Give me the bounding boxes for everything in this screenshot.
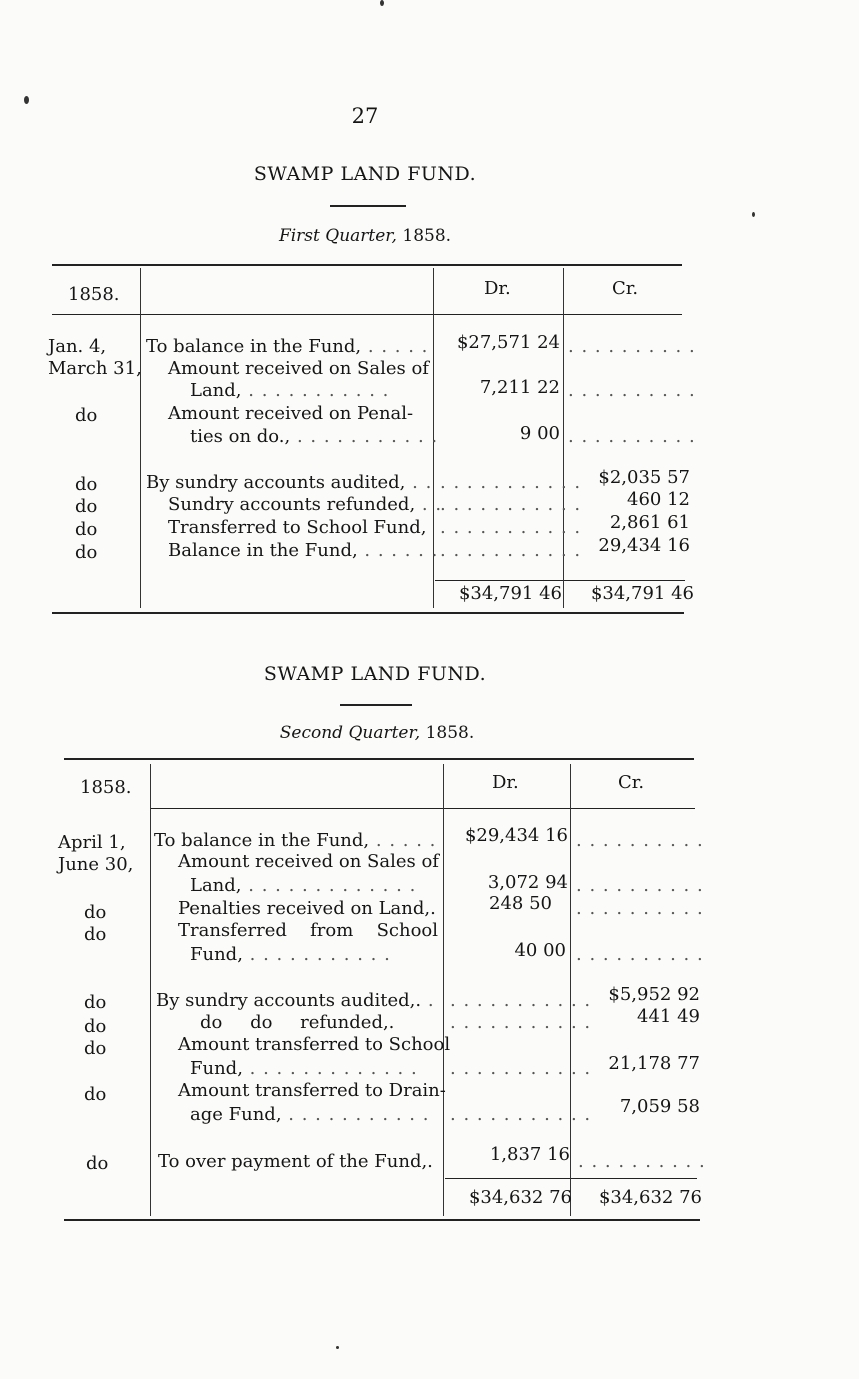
- credit-amount: 7,059 58: [619, 1096, 700, 1117]
- credit-amount: 2,861 61: [609, 512, 690, 533]
- ledger-title: SWAMP LAND FUND.: [263, 663, 487, 685]
- debit-filler: . . . . . . . . . . .: [440, 517, 582, 538]
- entry-description: Transferred to School Fund,: [168, 517, 427, 538]
- entry-description: Balance in the Fund, . . . . . .: [168, 540, 439, 561]
- credit-amount: 441 49: [637, 1006, 700, 1027]
- credit-filler: . . . . . . . . . .: [576, 875, 704, 896]
- title-rule: [340, 704, 412, 706]
- ink-speck: [752, 212, 755, 217]
- entry-date: do: [84, 1016, 107, 1037]
- credit-amount: 460 12: [627, 489, 690, 510]
- debit-amount: 248 50: [489, 893, 552, 914]
- entry-description: Land, . . . . . . . . . . . . .: [190, 875, 417, 896]
- debit-filler: . . . . . . . . . . .: [440, 472, 582, 493]
- entry-description: Transferred from School: [178, 920, 438, 941]
- entry-description: To balance in the Fund, . . . . .: [146, 336, 429, 357]
- entry-description: By sundry accounts audited, . .: [146, 472, 433, 493]
- subtitle-quarter: First Quarter,: [278, 226, 397, 246]
- credit-amount: 29,434 16: [598, 535, 690, 556]
- debit-filler: . . . . . . . . . . .: [440, 540, 582, 561]
- header-dr: Dr.: [492, 772, 519, 793]
- credit-filler: . . . . . . . . . .: [568, 426, 696, 447]
- entry-date: do: [75, 405, 98, 426]
- credit-filler: . . . . . . . . . .: [576, 898, 704, 919]
- subtitle-quarter: Second Quarter,: [279, 723, 421, 743]
- entry-description: Penalties received on Land,.: [178, 898, 436, 919]
- title-rule: [330, 205, 406, 207]
- credit-filler: . . . . . . . . . .: [568, 336, 696, 357]
- debit-filler: . . . . . . . . . . .: [450, 990, 592, 1011]
- credit-total: $34,791 46: [590, 583, 694, 604]
- entry-description: By sundry accounts audited,. .: [156, 990, 435, 1011]
- ink-speck: [24, 96, 29, 104]
- credit-filler: . . . . . . . . . .: [568, 380, 696, 401]
- entry-date: do: [84, 1038, 107, 1059]
- debit-amount: $27,571 24: [456, 332, 560, 353]
- entry-description: Sundry accounts refunded, . .: [168, 494, 443, 515]
- debit-filler: . . . . . . . . . . .: [450, 1058, 592, 1079]
- credit-amount: $5,952 92: [608, 984, 700, 1005]
- entry-date: do: [75, 496, 98, 517]
- entry-date: do: [84, 902, 107, 923]
- entry-date: April 1,: [58, 832, 126, 853]
- ledger-subtitle: [12, 723, 742, 743]
- entry-description: Amount received on Sales of: [168, 358, 429, 379]
- credit-amount: $2,035 57: [598, 467, 690, 488]
- header-year: 1858.: [68, 284, 120, 305]
- entry-description: Fund, . . . . . . . . . . . . .: [190, 1058, 418, 1079]
- credit-filler: . . . . . . . . . .: [578, 1151, 706, 1172]
- entry-date: do: [84, 1084, 107, 1105]
- debit-filler: . . . . . . . . . . .: [440, 494, 582, 515]
- entry-description: To over payment of the Fund,.: [158, 1151, 433, 1172]
- entry-description: do do refunded,.: [200, 1012, 395, 1033]
- entry-date: Jan. 4,: [48, 336, 107, 357]
- ledger-title: SWAMP LAND FUND.: [253, 163, 477, 185]
- header-year: 1858.: [80, 777, 132, 798]
- ink-speck: [380, 0, 384, 6]
- entry-description: Amount received on Sales of: [178, 851, 439, 872]
- subtitle-year: 1858.: [402, 226, 452, 246]
- credit-amount: 21,178 77: [608, 1053, 700, 1074]
- entry-description: ties on do., . . . . . . . . . . .: [190, 426, 439, 447]
- entry-description: Land, . . . . . . . . . . .: [190, 380, 390, 401]
- entry-description: To balance in the Fund, . . . . .: [154, 830, 437, 851]
- entry-date: do: [75, 519, 98, 540]
- entry-date: March 31,: [48, 358, 142, 379]
- entry-date: June 30,: [58, 854, 134, 875]
- debit-amount: 9 00: [519, 423, 560, 444]
- credit-filler: . . . . . . . . . .: [576, 830, 704, 851]
- entry-description: Amount transferred to Drain-: [178, 1080, 446, 1101]
- entry-date: do: [75, 474, 98, 495]
- entry-date: do: [86, 1153, 109, 1174]
- debit-amount: 1,837 16: [489, 1144, 570, 1165]
- entry-description: Fund, . . . . . . . . . . .: [190, 944, 391, 965]
- header-cr: Cr.: [612, 278, 639, 299]
- debit-amount: $29,434 16: [464, 825, 568, 846]
- header-dr: Dr.: [484, 278, 511, 299]
- debit-amount: 3,072 94: [487, 872, 568, 893]
- page-number: 27: [351, 104, 379, 128]
- entry-date: do: [75, 542, 98, 563]
- entry-description: Amount transferred to School: [178, 1034, 451, 1055]
- credit-filler: . . . . . . . . . .: [576, 944, 704, 965]
- ledger-subtitle: [0, 226, 730, 246]
- debit-amount: 40 00: [514, 940, 566, 961]
- ink-speck: [336, 1346, 339, 1349]
- debit-filler: . . . . . . . . . . .: [450, 1104, 592, 1125]
- credit-total: $34,632 76: [598, 1187, 702, 1208]
- header-cr: Cr.: [618, 772, 645, 793]
- entry-date: do: [84, 992, 107, 1013]
- entry-description: Amount received on Penal-: [168, 403, 414, 424]
- debit-total: $34,632 76: [468, 1187, 572, 1208]
- subtitle-year: 1858.: [425, 723, 475, 743]
- debit-filler: . . . . . . . . . . .: [450, 1012, 592, 1033]
- entry-description: age Fund, . . . . . . . . . . .: [190, 1104, 430, 1125]
- entry-date: do: [84, 924, 107, 945]
- debit-amount: 7,211 22: [479, 377, 560, 398]
- debit-total: $34,791 46: [458, 583, 562, 604]
